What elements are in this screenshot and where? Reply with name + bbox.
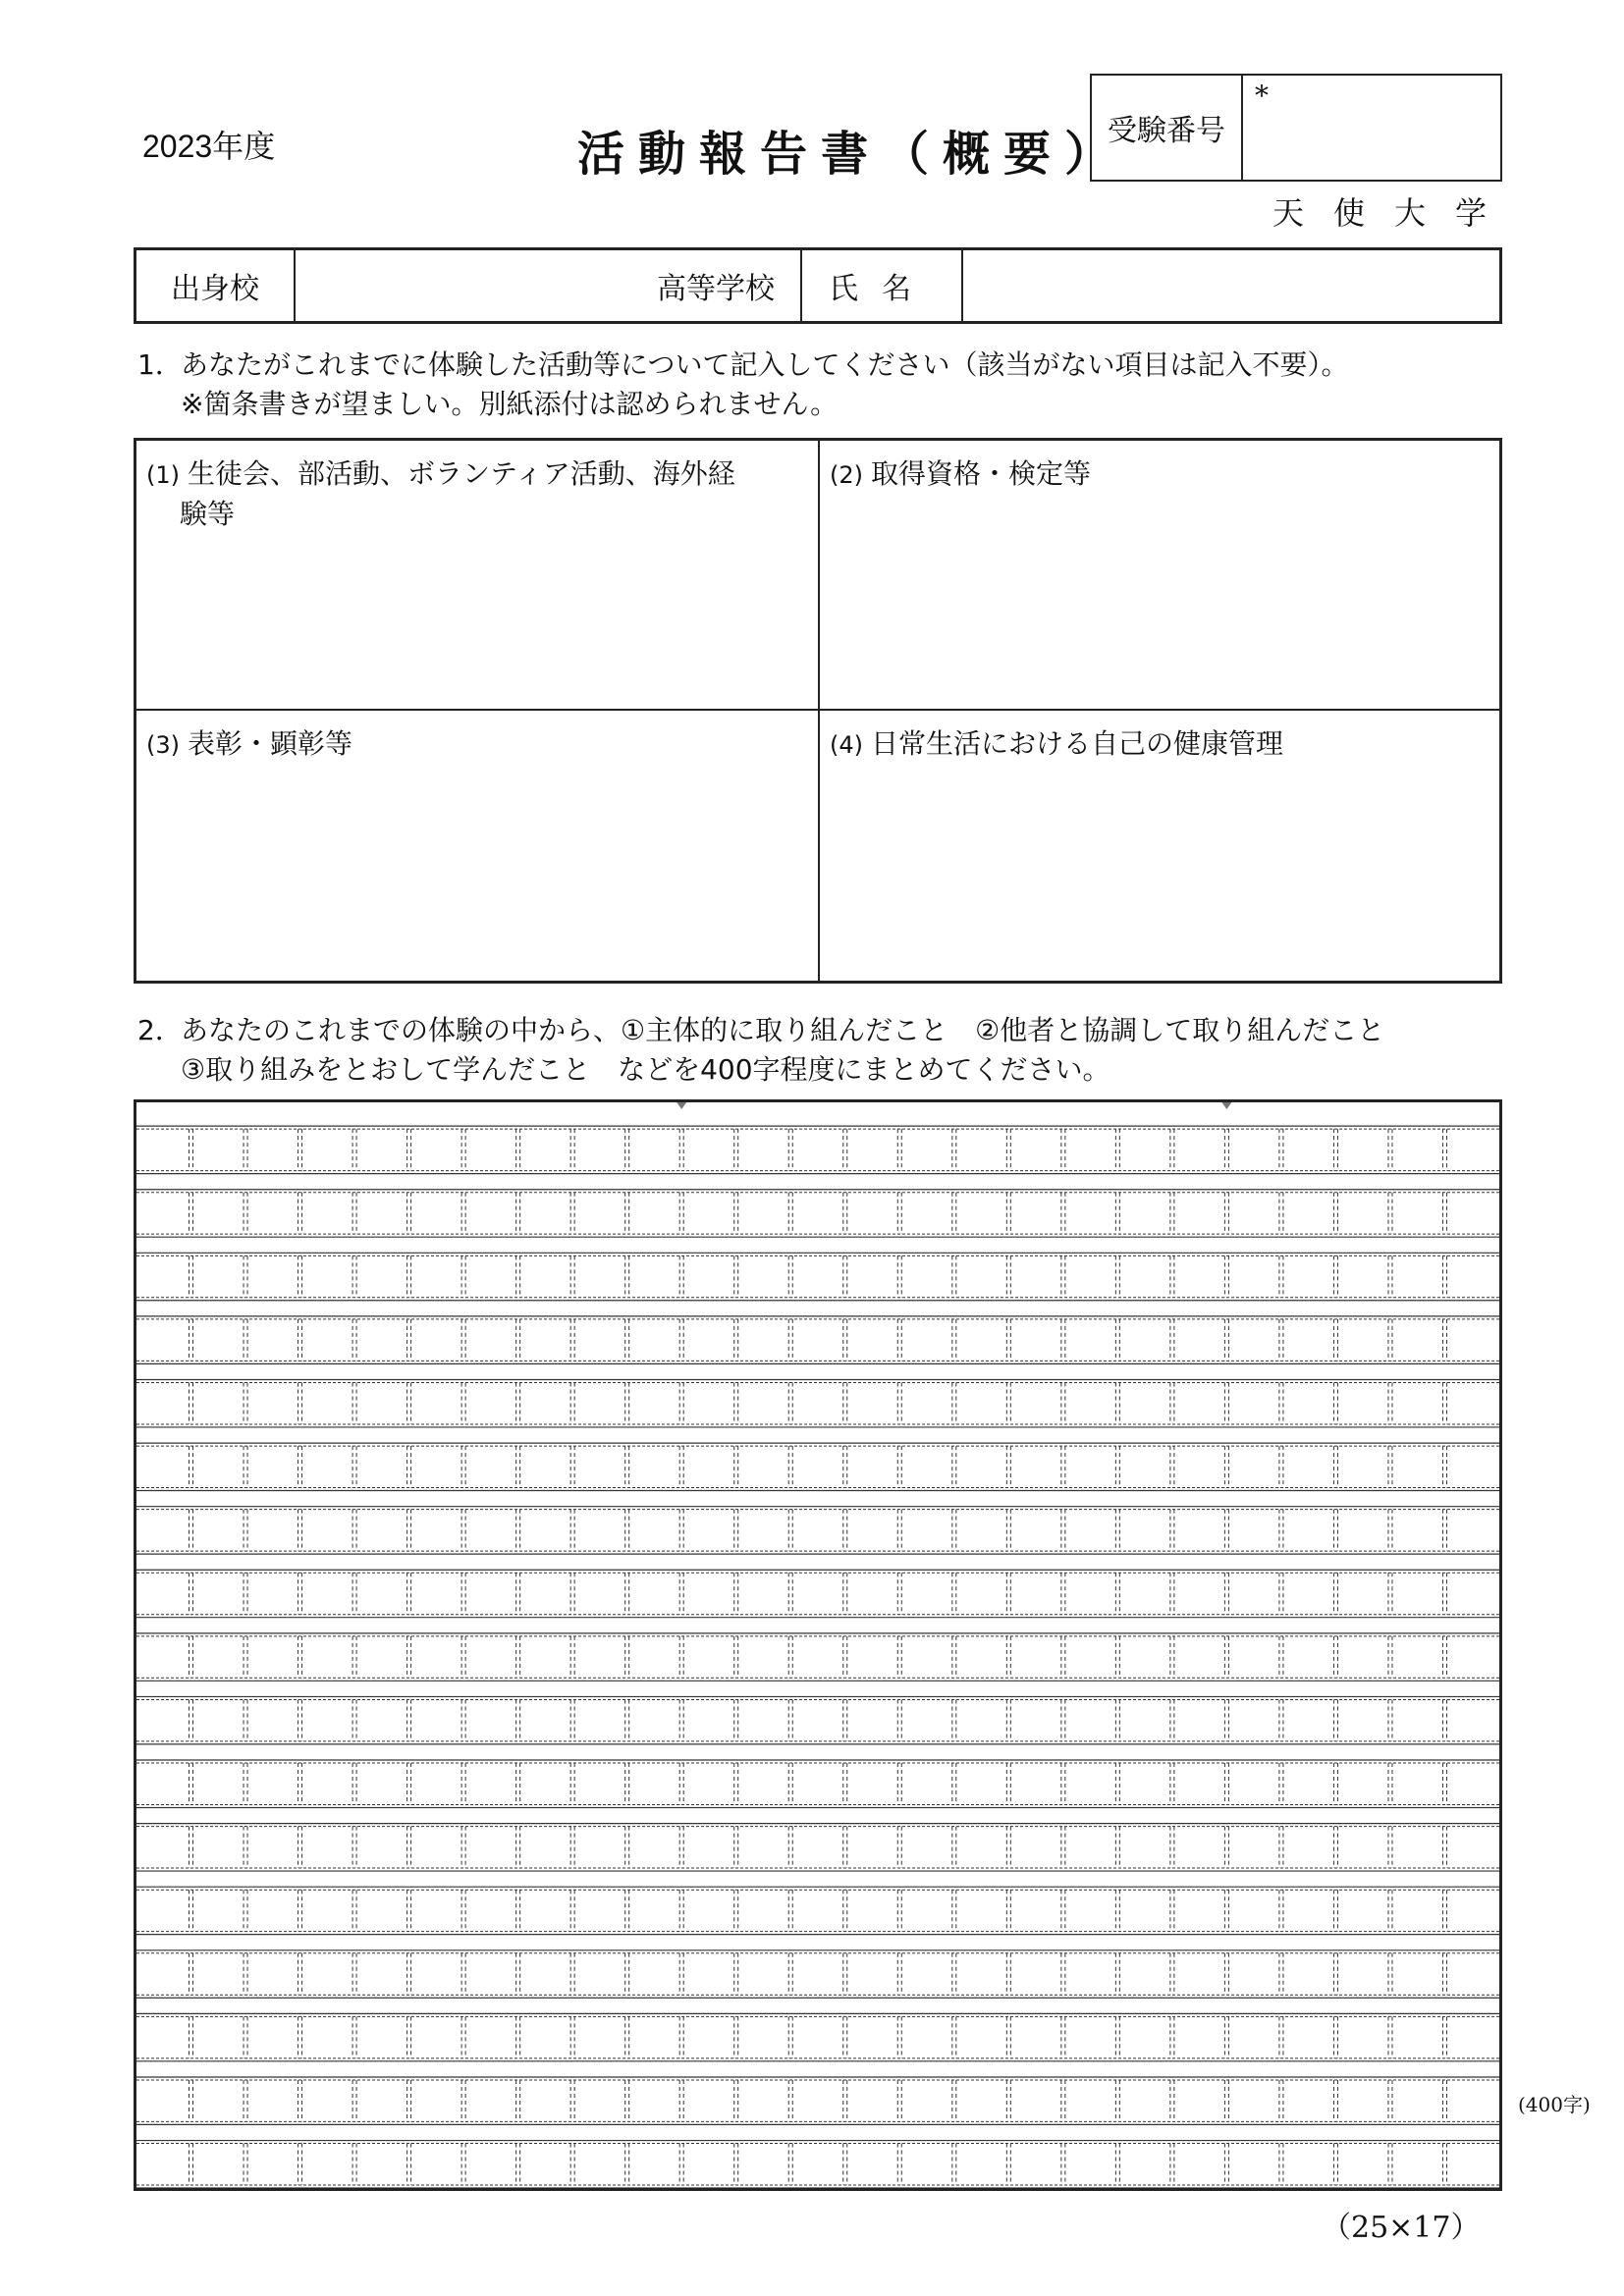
question-1-line1: あなたがこれまでに体験した活動等について記入してください（該当がない項目は記入不要）。 (181, 348, 1349, 381)
question-2-number: 2． (137, 1014, 183, 1046)
column-marker (1221, 1102, 1231, 1109)
section-4-number: (4) (830, 731, 863, 759)
question-1-number: 1． (137, 348, 183, 381)
section-health-management[interactable] (820, 711, 1499, 981)
page-title: 活動報告書（概要） (577, 127, 1126, 182)
school-label: 出身校 (136, 250, 296, 321)
fiscal-year: 2023年度 (142, 129, 276, 164)
manuscript-grid (136, 1102, 1499, 2188)
section-1-title: 生徒会、部活動、ボランティア活動、海外経 (188, 457, 735, 490)
question-2-line1: あなたのこれまでの体験の中から、①主体的に取り組んだこと ②他者と協調して取り組んだこと (181, 1014, 1385, 1046)
name-field[interactable] (963, 250, 1499, 321)
section-2-title: 取得資格・検定等 (871, 457, 1092, 490)
section-awards[interactable] (136, 711, 820, 981)
section-activities[interactable] (136, 441, 820, 711)
exam-number-mark: * (1255, 80, 1269, 112)
section-1-number: (1) (146, 461, 180, 489)
section-qualifications[interactable] (820, 441, 1499, 711)
school-suffix: 高等学校 (657, 272, 775, 306)
question-2-text (137, 1011, 1384, 1090)
section-4-title: 日常生活における自己の健康管理 (871, 727, 1284, 760)
section-2-number: (2) (830, 461, 863, 489)
column-marker (677, 1102, 686, 1109)
section-1-title-cont: 験等 (180, 498, 236, 530)
name-label: 氏名 (802, 250, 963, 321)
exam-number-label: 受験番号 (1092, 76, 1243, 180)
question-2-line2: ③取り組みをとおして学んだこと などを400字程度にまとめてください。 (181, 1053, 1110, 1086)
section-3-title: 表彰・顕彰等 (188, 727, 353, 760)
manuscript-paper[interactable] (134, 1099, 1502, 2191)
section-3-number: (3) (146, 731, 180, 759)
school-field[interactable] (296, 250, 802, 321)
university-name: 天使大学 (1272, 194, 1517, 232)
applicant-info-row (134, 247, 1502, 324)
exam-number-field[interactable] (1243, 76, 1500, 180)
question-1-line2: ※箇条書きが望ましい。別紙添付は認められません。 (181, 388, 839, 420)
question-1-text (137, 346, 1348, 424)
grid-size-note: （25×17） (1322, 2211, 1481, 2245)
exam-number-box (1090, 74, 1502, 182)
char-count-note: (400字) (1518, 2093, 1591, 2116)
activity-sections-table (134, 438, 1502, 984)
